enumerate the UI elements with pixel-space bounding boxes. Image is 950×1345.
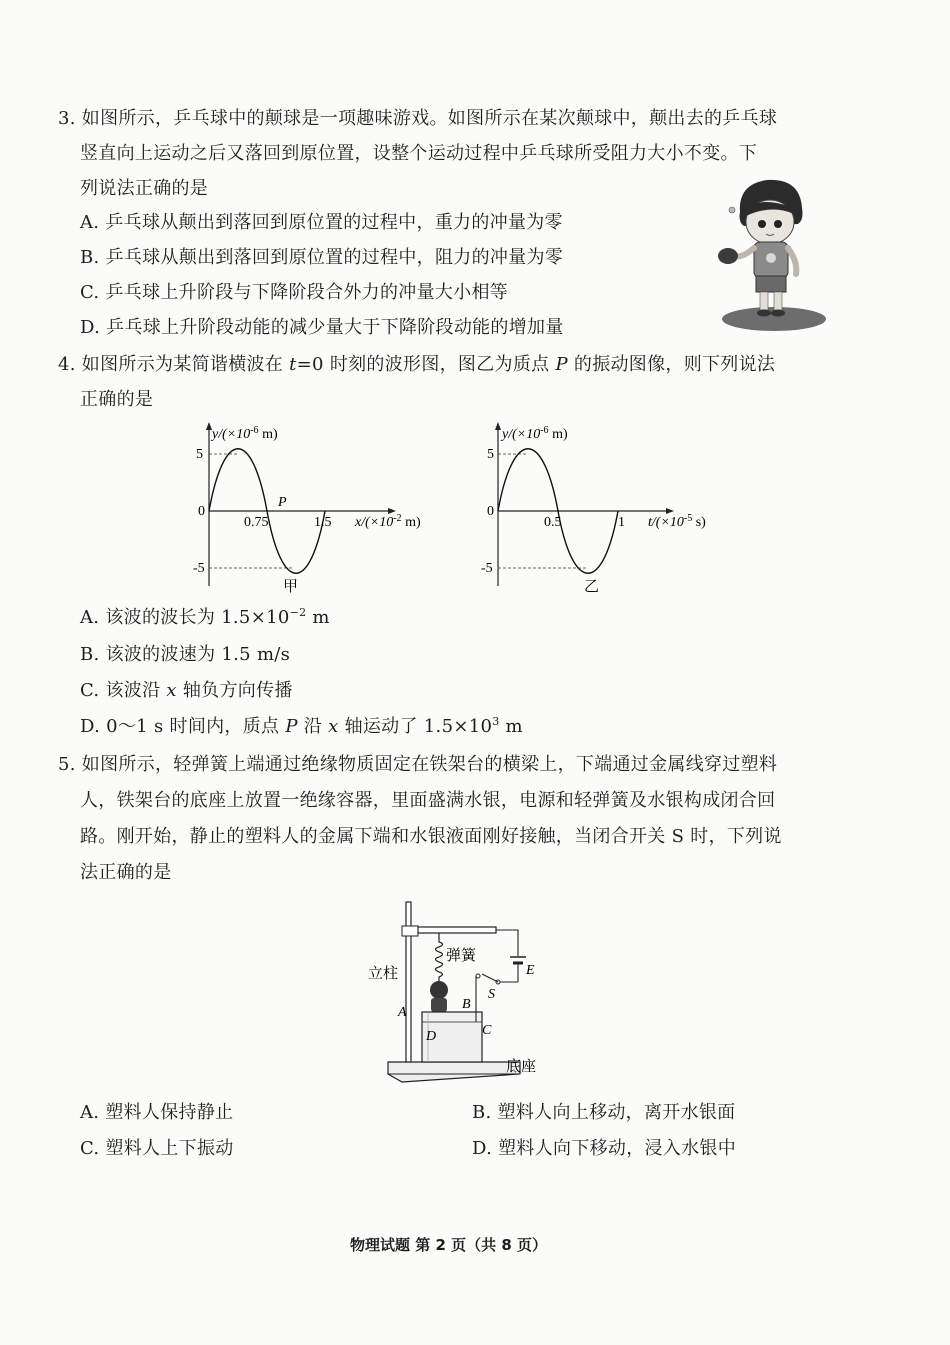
q4-option-a: A. 该波的波长为 $1.5\times 10^{-2}$ m (80, 606, 330, 628)
graph1-y-bottom: -5 (193, 561, 205, 576)
q5-stem-line-2: 人，铁架台的底座上放置一绝缘容器，里面盛满水银，电源和轻弹簧及水银构成闭合回 (80, 790, 776, 811)
label-post: 立柱 (368, 966, 399, 982)
label-s: S (488, 987, 495, 1002)
graph2-tick-1: 1 (618, 515, 625, 530)
vibration-graph-yi (478, 418, 728, 598)
q3-stem-line-1: 3. 如图所示，乒乓球中的颠球是一项趣味游戏。如图所示在某次颠球中，颠出去的乒乓球 (58, 108, 778, 129)
q3-option-d: D. 乒乓球上升阶段动能的减少量大于下降阶段动能的增加量 (80, 317, 564, 338)
q4-stem-line-2: 正确的是 (80, 389, 154, 410)
graph2-tick-0.5: 0.5 (544, 515, 562, 530)
label-c: C (482, 1023, 492, 1038)
graph2-ylabel: $y/(\times 10^{-6}$ m) (502, 425, 568, 442)
spring (436, 933, 443, 982)
q5-option-a: A. 塑料人保持静止 (80, 1102, 234, 1123)
graph2-y-bottom: -5 (481, 561, 493, 576)
apparatus-base (388, 1062, 520, 1082)
label-spring: 弹簧 (446, 948, 477, 964)
switch-s (482, 974, 498, 982)
apparatus-beam (418, 927, 496, 933)
spring-mercury-apparatus-diagram (360, 894, 580, 1094)
graph1-y-top: 5 (196, 447, 203, 462)
graph1-ylabel: $y/(\times 10^{-6}$ m) (212, 425, 278, 442)
graph1-caption: 甲 (283, 579, 299, 595)
q3-option-b: B. 乒乓球从颠出到落回到原位置的过程中，阻力的冲量为零 (80, 247, 564, 268)
label-base: 底座 (506, 1059, 537, 1075)
q5-stem-line-4: 法正确的是 (80, 862, 172, 883)
q3-stem-line-3: 列说法正确的是 (80, 178, 209, 199)
label-b: B (462, 997, 471, 1012)
graph1-origin: 0 (198, 504, 205, 519)
q3-option-c: C. 乒乓球上升阶段与下降阶段合外力的冲量大小相等 (80, 282, 509, 303)
q4-stem-line-1: 4. 如图所示为某简谐横波在 t=0 时刻的波形图，图乙为质点 P 的振动图像，则下列说法 (58, 354, 776, 375)
graph2-xlabel: $t/(\times 10^{-5}$ s) (648, 513, 706, 530)
label-a: A (398, 1005, 407, 1020)
q4-option-c: C. 该波沿 x 轴负方向传播 (80, 680, 293, 701)
graph1-point-p: P (278, 495, 287, 510)
q4-option-d: D. 0～1 s 时间内，质点 P 沿 x 轴运动了 $1.5\times 10^3$ m (80, 715, 523, 737)
graph2-caption: 乙 (584, 579, 600, 595)
q4-option-b: B. 该波的波速为 1.5 m/s (80, 644, 291, 665)
graph1-tick-1.5: 1.5 (314, 515, 332, 530)
q5-option-c: C. 塑料人上下振动 (80, 1138, 234, 1159)
graph1-tick-0.75: 0.75 (244, 515, 269, 530)
q5-stem-line-1: 5. 如图所示，轻弹簧上端通过绝缘物质固定在铁架台的横梁上，下端通过金属线穿过塑料 (58, 754, 778, 775)
q3-stem-line-2: 竖直向上运动之后又落回到原位置，设整个运动过程中乒乓球所受阻力大小不变。下 (80, 143, 758, 164)
graph2-origin: 0 (487, 504, 494, 519)
graph2-y-top: 5 (487, 447, 494, 462)
q5-stem-line-3: 路。刚开始，静止的塑料人的金属下端和水银液面刚好接触，当闭合开关 S 时，下列说 (80, 826, 782, 847)
q5-option-b: B. 塑料人向上移动，离开水银面 (472, 1102, 736, 1123)
graph1-xlabel: $x/(\times 10^{-2}$ m) (355, 513, 421, 530)
label-d: D (426, 1029, 437, 1044)
boy-playing-pingpong-illustration (712, 174, 832, 334)
q5-option-d: D. 塑料人向下移动，浸入水银中 (472, 1138, 737, 1159)
wave-graph-jia (190, 418, 450, 598)
label-e: E (526, 963, 535, 978)
q3-option-a: A. 乒乓球从颠出到落回到原位置的过程中，重力的冲量为零 (80, 212, 563, 233)
page-footer: 物理试题 第 2 页（共 8 页） (350, 1236, 547, 1254)
